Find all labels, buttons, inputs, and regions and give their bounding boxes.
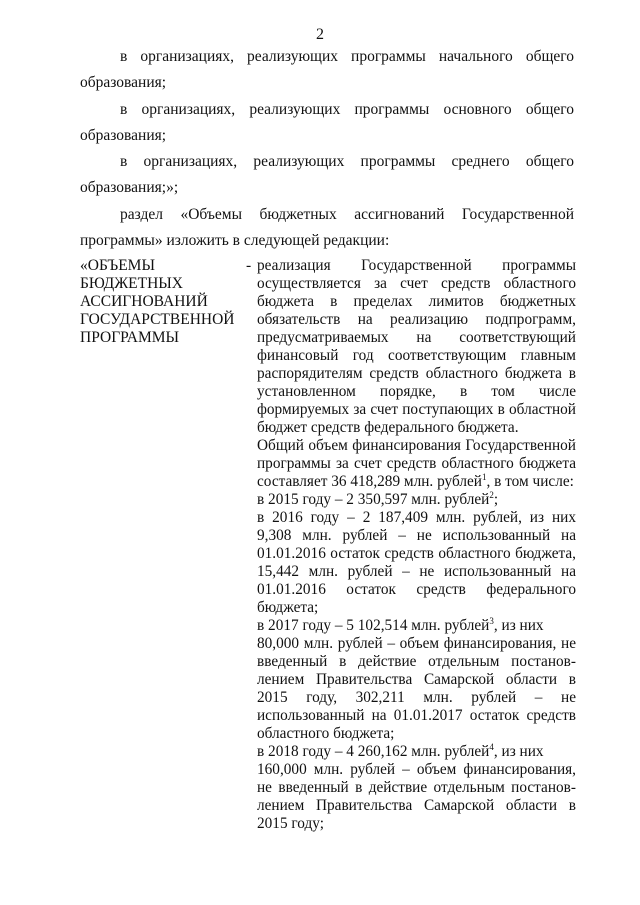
text-line: не введенный в действие отдельным постанов- [257,779,576,796]
total-line [257,473,576,491]
text-line: 160,000 млн. рублей – объем финансирования, [257,761,576,778]
footnote-ref: 4 [489,741,494,752]
page-number: 2 [316,26,324,43]
text-line: 15,442 млн. рублей – не использованный на [257,563,576,580]
text-line: бюджета; [257,599,319,616]
paragraph-line: программы» изложить в следующей редакции: [80,232,390,249]
paragraph-line: в организациях, реализующих программы начального общего [120,48,574,65]
year-2017-tail: , из них [493,617,544,634]
paragraph-line: образования; [80,74,167,91]
text-line: введенный в действие отдельным постанов- [257,653,576,670]
total-tail: , в том числе: [486,473,574,490]
heading-line: ПРОГРАММЫ [80,329,180,346]
year-2015-tail: ; [493,491,499,508]
total-text: составляет 36 418,289 млн. рублей [257,473,482,490]
budget-text [257,257,576,833]
text-line: 2015 году, 302,211 млн. рублей – не [257,689,576,706]
year-2018-tail: , из них [493,743,544,760]
text-line: 9,308 млн. рублей – не использованный на [257,527,576,544]
text-line: использованный на 01.01.2017 остаток средств [257,707,576,724]
text-line: распорядителям средств областного бюджета в [257,365,576,382]
text-line: реализация Государственной программы [257,257,576,274]
paragraph-line: в организациях, реализующих программы среднего общего [120,153,574,170]
text-line: финансовый год соответствующим главным [257,347,576,364]
text-line: бюджета в пределах лимитов бюджетных [257,293,576,310]
paragraph-primary-education [80,44,574,96]
text-line: областного бюджета; [257,725,395,742]
text-line: 01.01.2016 остаток средств федерального [257,581,576,598]
text-line: в 2016 году – 2 187,409 млн. рублей, из них [257,509,576,526]
text-line: установленном порядке, в том числе [257,383,576,400]
footnote-ref: 2 [489,489,494,500]
year-2017-text: в 2017 году – 5 102,514 млн. рублей [257,617,490,634]
text-line: Общий объем финансирования Государственной [257,437,576,454]
heading-line: «ОБЪЕМЫ [80,257,155,274]
paragraph-line: в организациях, реализующих программы основного общего [120,101,574,118]
text-line: обязательств на реализацию подпрограмм, [257,311,576,328]
text-line: программы за счет средств областного бюджета [257,455,576,472]
paragraph-basic-education [80,97,574,149]
footnote-ref: 1 [481,471,487,482]
dash-separator: - [246,257,252,274]
text-line: предусматриваемых на соответствующий [257,329,576,346]
year-2015-line [257,491,576,509]
year-2018-line [257,743,576,761]
paragraph-secondary-education [80,149,574,201]
year-2015-text: в 2015 году – 2 350,597 млн. рублей [257,491,490,508]
budget-heading [80,257,245,347]
heading-line: АССИГНОВАНИЙ [80,293,208,310]
text-line: 80,000 млн. рублей – объем финансирования, не [257,635,576,652]
year-2017-line [257,617,576,635]
text-line: формируемых за счет поступающих в областной [257,401,576,418]
paragraph-line: образования;»; [80,179,179,196]
text-line: 01.01.2016 остаток средств областного бюджета, [257,545,576,562]
text-line: бюджет средств федерального бюджета. [257,419,519,436]
paragraph-line: раздел «Объемы бюджетных ассигнований Государственной [120,206,574,223]
heading-line: ГОСУДАРСТВЕННОЙ [80,311,235,328]
text-line: лением Правительства Самарской области в [257,797,576,814]
paragraph-section-edit [80,202,574,254]
text-line: лением Правительства Самарской области в [257,671,576,688]
text-line: осуществляется за счет средств областного [257,275,576,292]
text-line: 2015 году; [257,815,324,832]
paragraph-line: образования; [80,127,167,144]
heading-line: БЮДЖЕТНЫХ [80,275,183,292]
footnote-ref: 3 [489,615,494,626]
year-2018-text: в 2018 году – 4 260,162 млн. рублей [257,743,490,760]
